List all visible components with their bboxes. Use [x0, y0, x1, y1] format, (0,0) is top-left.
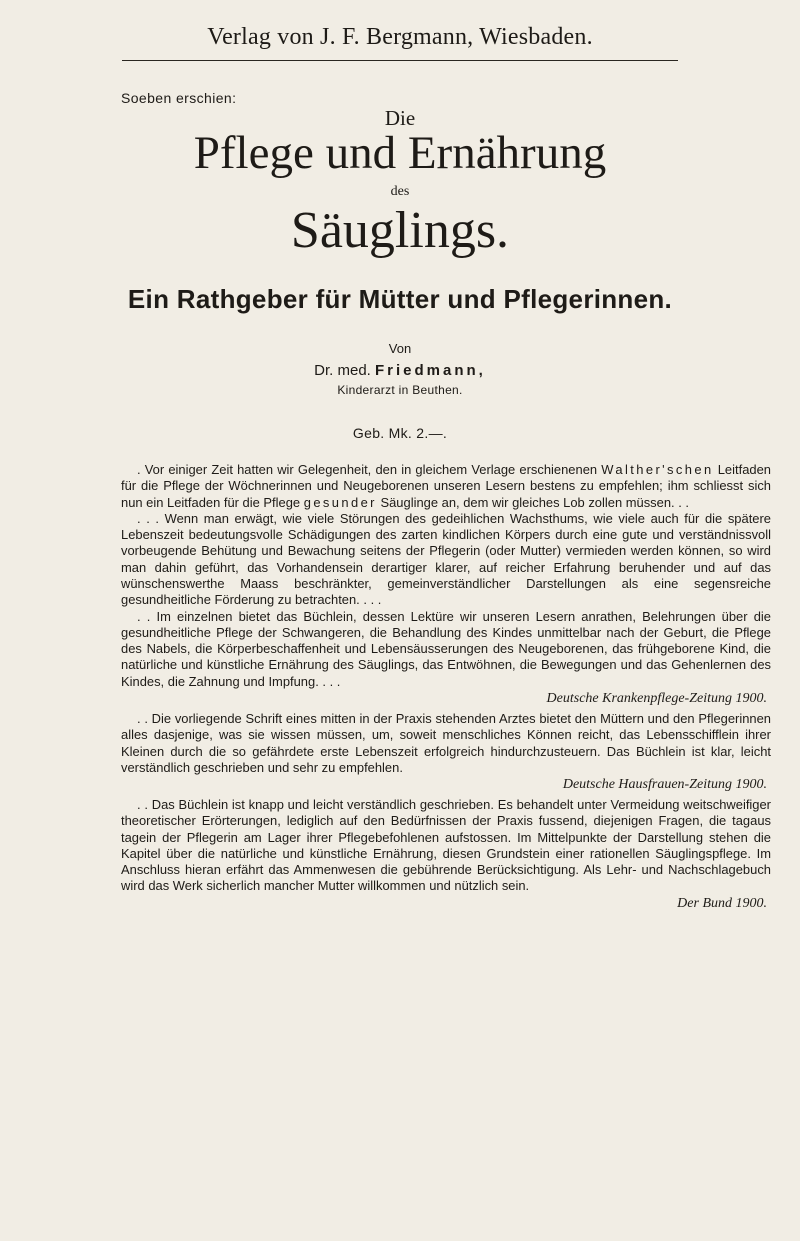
publisher-header: Verlag von J. F. Bergmann, Wiesbaden.	[207, 24, 593, 50]
review-emphasis: Walther'schen	[601, 462, 714, 477]
title-article: Die	[384, 106, 416, 130]
review-source: Der Bund 1900.	[677, 895, 767, 911]
title-connector: des	[390, 184, 410, 199]
author-role: Kinderarzt in Beuthen.	[337, 383, 463, 397]
author-line	[0, 362, 800, 379]
announcement: Soeben erschien:	[121, 90, 237, 106]
review-paragraph	[121, 462, 771, 511]
review-emphasis: gesunder	[303, 494, 377, 510]
title-line-2: Säuglings.	[290, 202, 510, 259]
author-prefix: Dr. med.	[314, 362, 371, 379]
review-paragraph: . . . Wenn man erwägt, wie viele Störungen des gedeihlichen Wachsthums, wie viele auch für die spätere Lebenszeit bedeutungsvolle Schädigungen des zarten kindlichen Körpers durch eine gute und verständnissvoll vorbeugende Behütung und Bewachung seitens der Pflegerin (oder Mutter) vermieden werden können, so wird man dahin geführt, das Vorhandensein derartiger klarer, auf reicher Erfahrung beruhender und auf das wünschenswerthe Maass beschränkter, gemeinverständlicher Darstellungen als eine segensreiche gesundheitliche Förderung zu betrachten. . . .	[121, 510, 771, 608]
review-krankenpflege	[121, 462, 771, 707]
header-rule	[122, 60, 678, 61]
review-paragraph: . . Das Büchlein ist knapp und leicht verständlich geschrieben. Es behandelt unter Vermeidung weitschweifiger theoretischer Erörterungen, lediglich auf den Bedürfnissen der Praxis fussend, diejenigen Fragen, die tagaus tagein der Pflegerin am Lager ihrer Pflegebefohlenen aufstossen. Im Mittelpunkte der Darstellung stehen die Kapitel über die natürliche und künstliche Ernährung, diesen Grundstein einer rationellen Säuglingspflege. Im Anschluss hieran erfährt das Ammenwesen die gebührende Berücksichtigung. Als Lehr- und Nachschlagebuch wird das Werk sicherlich mancher Mutter willkommen und nützlich sein.	[121, 797, 771, 894]
review-text: . Vor einiger Zeit hatten wir Gelegenheit, den in gleichem Verlage erschienenen	[137, 462, 598, 477]
review-text: Leitfaden für die Pflege der Wöchnerinnen und Neugeborenen unseren Lesern bestens zu empfehlen; ihm schliesst sich nun ein Leitfaden für die Pflege	[121, 462, 771, 510]
author-name: Friedmann,	[375, 362, 486, 379]
review-source: Deutsche Hausfrauen-Zeitung 1900.	[562, 777, 767, 793]
review-bund	[121, 797, 771, 912]
review-source: Deutsche Krankenpflege-Zeitung 1900.	[546, 690, 767, 706]
price: Geb. Mk. 2.—.	[352, 425, 448, 441]
review-paragraph: . . Im einzelnen bietet das Büchlein, dessen Lektüre wir unseren Lesern anrathen, Belehrungen über die gesundheitliche Pflege der Schwangeren, die Behandlung des Kindes unmittelbar nach der Geburt, die Pflege des Nabels, die Körperbeschaffenheit und Lebensäusserungen des Neugeborenen, das frühgeborene Kind, die natürliche und künstliche Ernährung des Säuglings, das Entwöhnen, die Bewegungen und das Gehenlernen des Kindes, die Zahnung und Impfung. . . .	[121, 608, 771, 689]
review-text: Säuglinge an, dem wir gleiches Lob zollen müssen. . .	[380, 494, 690, 510]
author-by: Von	[388, 341, 412, 356]
subtitle: Ein Rathgeber für Mütter und Pflegerinnen.	[127, 284, 673, 314]
review-hausfrauen	[121, 711, 771, 793]
title-line-1: Pflege und Ernährung	[193, 127, 607, 179]
review-paragraph: . . Die vorliegende Schrift eines mitten in der Praxis stehenden Arztes bietet den Müttern und den Pflegerinnen alles dasjenige, was sie wissen müssen, um, soweit menschliches Können reicht, das Lebensschifflein ihrer Kleinen durch die so gefährdete erste Lebenszeit erfolgreich hindurchzusteuern. Das Büchlein ist klar, leicht verständlich geschrieben und sehr zu empfehlen.	[121, 711, 771, 775]
